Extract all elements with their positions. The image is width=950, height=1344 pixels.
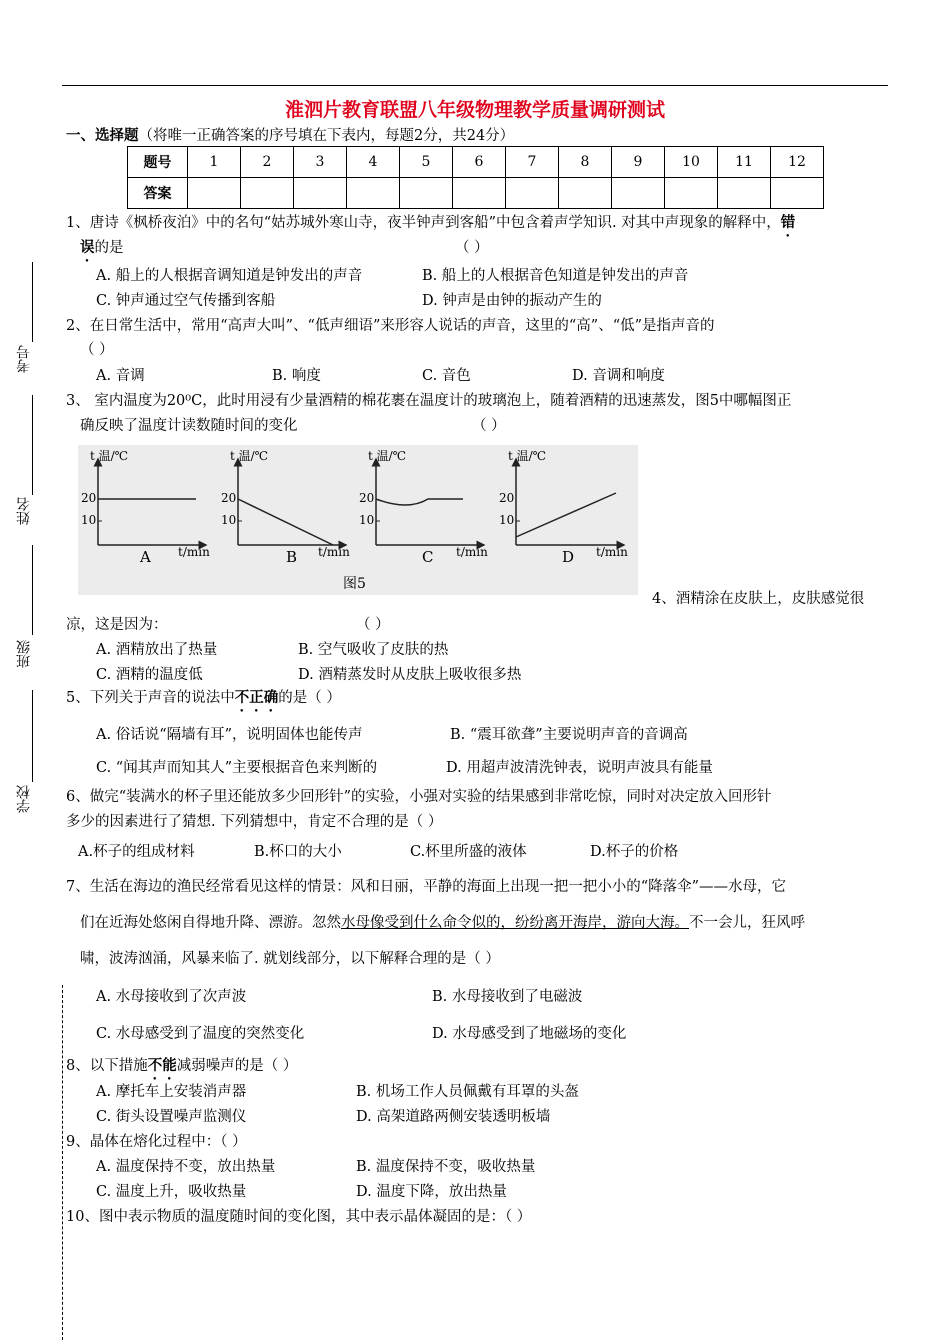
figure-5 — [78, 445, 638, 595]
side-line-class — [32, 545, 33, 635]
q7-option-b: B. 水母接收到了电磁波 — [432, 989, 583, 1005]
answer-table-number-cell: 1 — [188, 147, 241, 178]
side-label-school: 学校 — [16, 785, 32, 813]
answer-cell[interactable] — [718, 178, 771, 209]
q2-option-d: D. 音调和响度 — [572, 368, 665, 384]
answer-table-number-cell: 7 — [506, 147, 559, 178]
q1-emphasis-2: 误 — [80, 239, 95, 256]
q8-emphasis: 不能 — [147, 1057, 177, 1074]
q1-emphasis: 错 — [780, 214, 796, 231]
figure-caption: 图5 — [343, 576, 366, 592]
q6-option-d: D.杯子的价格 — [590, 844, 679, 860]
answer-table-header-number: 题号 — [128, 147, 188, 178]
answer-cell[interactable] — [294, 178, 347, 209]
q1-option-c: C. 钟声通过空气传播到客船 — [96, 293, 276, 309]
q2-option-c: C. 音色 — [422, 368, 471, 384]
fig-xlabel-c: t/min — [456, 545, 488, 559]
answer-table-header-answer: 答案 — [128, 178, 188, 209]
q7-stem-line3: 啸，波涛汹涌，风暴来临了. 就划线部分，以下解释合理的是（ ） — [80, 951, 500, 967]
answer-table — [127, 146, 824, 209]
fig-xlabel-b: t/min — [318, 545, 350, 559]
fig-ylabel-b: t 温/℃ — [230, 449, 269, 463]
answer-table-number-cell: 12 — [771, 147, 824, 178]
side-label-name: 姓名 — [16, 497, 32, 525]
fig-tick-20-b: 20 — [221, 491, 237, 505]
q6-option-c: C.杯里所盛的液体 — [410, 844, 527, 860]
q4-option-d: D. 酒精蒸发时从皮肤上吸收很多热 — [298, 667, 522, 683]
fig-panel-label-b: B — [286, 548, 298, 566]
side-label-class: 班级 — [16, 640, 32, 668]
answer-cell[interactable] — [188, 178, 241, 209]
q5-option-c: C. “闻其声而知其人”主要根据音色来判断的 — [96, 760, 378, 776]
q5-stem-text: 5、下列关于声音的说法中 — [66, 690, 235, 706]
q4-option-a: A. 酒精放出了热量 — [96, 642, 218, 658]
answer-table-number-cell: 5 — [400, 147, 453, 178]
answer-cell[interactable] — [506, 178, 559, 209]
q2-stem: 2、在日常生活中，常用“高声大叫”、“低声细语”来形容人说话的声音，这里的“高”、“低”是指声音的 — [66, 318, 715, 334]
q8-stem-text: 8、以下措施 — [66, 1058, 148, 1074]
q1-stem-line1 — [66, 211, 795, 240]
q7-option-c: C. 水母感受到了温度的突然变化 — [96, 1026, 305, 1042]
fig-tick-10-c: 10 — [359, 513, 375, 527]
fig-xlabel-a: t/min — [178, 545, 210, 559]
fig-ylabel-a: t 温/℃ — [90, 449, 129, 463]
q1-option-b: B. 船上的人根据音色知道是钟发出的声音 — [422, 268, 689, 284]
answer-cell[interactable] — [771, 178, 824, 209]
q6-option-b: B.杯口的大小 — [254, 844, 342, 860]
answer-table-number-cell: 6 — [453, 147, 506, 178]
q5-option-a: A. 俗话说“隔墙有耳”，说明固体也能传声 — [96, 727, 363, 743]
page-title: 淮泗片教育联盟八年级物理教学质量调研测试 — [284, 99, 665, 121]
q1-bracket: （ ） — [455, 240, 489, 256]
side-label-exam-no: 考号 — [16, 345, 32, 373]
q8-option-a: A. 摩托车上安装消声器 — [96, 1084, 247, 1100]
fig-tick-10-a: 10 — [81, 513, 97, 527]
q8-stem-post: 减弱噪声的是（ ） — [176, 1058, 298, 1074]
fig-xlabel-d: t/min — [596, 545, 628, 559]
q3-stem-line2: 确反映了温度计读数随时间的变化 — [80, 418, 298, 434]
q1-stem-text: 1、唐诗《枫桥夜泊》中的名句“姑苏城外寒山寺，夜半钟声到客船”中包含着声学知识. 对其中声现象的解释中， — [66, 215, 781, 231]
answer-cell[interactable] — [612, 178, 665, 209]
q9-option-b: B. 温度保持不变，吸收热量 — [356, 1159, 536, 1175]
q7-stem-post: 不一会儿，狂风呼 — [689, 915, 805, 931]
section-heading: 一、选择题 — [66, 128, 139, 144]
fig-panel-label-c: C — [422, 548, 434, 566]
q9-option-c: C. 温度上升，吸收热量 — [96, 1184, 247, 1200]
q4-stem-line1: 4、酒精涂在皮肤上，皮肤感觉很 — [652, 591, 865, 607]
answer-table-number-cell: 2 — [241, 147, 294, 178]
q7-underlined-text: 水母像受到什么命令似的，纷纷离开海岸，游向大海。 — [341, 915, 689, 931]
q5-option-b: B. “震耳欲聋”主要说明声音的音调高 — [450, 727, 688, 743]
answer-table-number-row — [128, 147, 824, 178]
answer-cell[interactable] — [559, 178, 612, 209]
fig-panel-label-a: A — [140, 548, 151, 566]
q5-stem — [66, 686, 341, 715]
answer-table-number-cell: 9 — [612, 147, 665, 178]
answer-table-number-cell: 3 — [294, 147, 347, 178]
fig-ylabel-d: t 温/℃ — [508, 449, 547, 463]
q5-emphasis: 不正确 — [234, 689, 279, 706]
fig-tick-20-d: 20 — [499, 491, 515, 505]
fig-tick-20-c: 20 — [359, 491, 375, 505]
q4-option-b: B. 空气吸收了皮肤的热 — [298, 642, 449, 658]
q4-bracket: （ ） — [356, 617, 390, 633]
q6-option-a: A.杯子的组成材料 — [78, 844, 195, 860]
q2-bracket: （ ） — [80, 342, 114, 358]
q7-stem-line2 — [80, 911, 805, 932]
top-rule — [62, 85, 888, 86]
section-instruction: （将唯一正确答案的序号填在下表内，每题2分，共24分） — [138, 128, 515, 144]
q7-stem-text: 们在近海处悠闲自得地升降、漂游。忽然 — [80, 915, 341, 931]
q8-option-b: B. 机场工作人员佩戴有耳罩的头盔 — [356, 1084, 579, 1100]
side-line-school — [32, 690, 33, 782]
section-heading-line — [66, 124, 514, 145]
q9-option-a: A. 温度保持不变，放出热量 — [96, 1159, 276, 1175]
q9-stem: 9、晶体在熔化过程中：（ ） — [66, 1134, 247, 1150]
q1-stem-text-2: 的是 — [94, 240, 124, 256]
q4-stem-line2: 凉，这是因为： — [66, 617, 168, 633]
side-line-exam-no — [32, 262, 33, 342]
binding-dashed-line — [62, 985, 63, 1340]
answer-cell[interactable] — [453, 178, 506, 209]
answer-cell[interactable] — [400, 178, 453, 209]
q5-option-d: D. 用超声波清洗钟表，说明声波具有能量 — [446, 760, 713, 776]
fig-tick-20-a: 20 — [81, 491, 97, 505]
q8-stem — [66, 1054, 297, 1083]
answer-cell[interactable] — [241, 178, 294, 209]
q9-option-d: D. 温度下降，放出热量 — [356, 1184, 507, 1200]
q7-stem-line1: 7、生活在海边的渔民经常看见这样的情景：风和日丽，平静的海面上出现一把一把小小的“降落伞”——水母，它 — [66, 879, 787, 895]
answer-table-number-cell: 4 — [347, 147, 400, 178]
fig-tick-10-d: 10 — [499, 513, 515, 527]
answer-cell[interactable] — [347, 178, 400, 209]
answer-table-number-cell: 8 — [559, 147, 612, 178]
q1-option-a: A. 船上的人根据音调知道是钟发出的声音 — [96, 268, 363, 284]
answer-cell[interactable] — [665, 178, 718, 209]
answer-table-answer-row — [128, 178, 824, 209]
q8-option-d: D. 高架道路两侧安装透明板墙 — [356, 1109, 551, 1125]
fig-ylabel-c: t 温/℃ — [368, 449, 407, 463]
q3-bracket: （ ） — [472, 418, 506, 434]
answer-table-number-cell: 11 — [718, 147, 771, 178]
q7-option-a: A. 水母接收到了次声波 — [96, 989, 247, 1005]
fig-tick-10-b: 10 — [221, 513, 237, 527]
q1-option-d: D. 钟声是由钟的振动产生的 — [422, 293, 602, 309]
q1-stem-line2 — [80, 236, 124, 265]
q6-stem-line1: 6、做完“装满水的杯子里还能放多少回形针”的实验，小强对实验的结果感到非常吃惊，同时对决定放入回形针 — [66, 789, 772, 805]
side-line-name — [32, 395, 33, 495]
q2-option-b: B. 响度 — [272, 368, 321, 384]
q6-stem-line2: 多少的因素进行了猜想. 下列猜想中，肯定不合理的是（ ） — [66, 814, 443, 830]
answer-table-number-cell: 10 — [665, 147, 718, 178]
fig-panel-label-d: D — [562, 548, 575, 566]
q10-stem: 10、图中表示物质的温度随时间的变化图，其中表示晶体凝固的是：（ ） — [66, 1209, 532, 1225]
q7-option-d: D. 水母感受到了地磁场的变化 — [432, 1026, 627, 1042]
q2-option-a: A. 音调 — [96, 368, 145, 384]
q4-option-c: C. 酒精的温度低 — [96, 667, 203, 683]
q8-option-c: C. 街头设置噪声监测仪 — [96, 1109, 247, 1125]
q3-stem-line1: 3、 室内温度为20⁰C，此时用浸有少量酒精的棉花裹在温度计的玻璃泡上，随着酒精的迅速蒸发，图5中哪幅图正 — [66, 393, 792, 409]
q5-stem-post: 的是（ ） — [278, 690, 341, 706]
